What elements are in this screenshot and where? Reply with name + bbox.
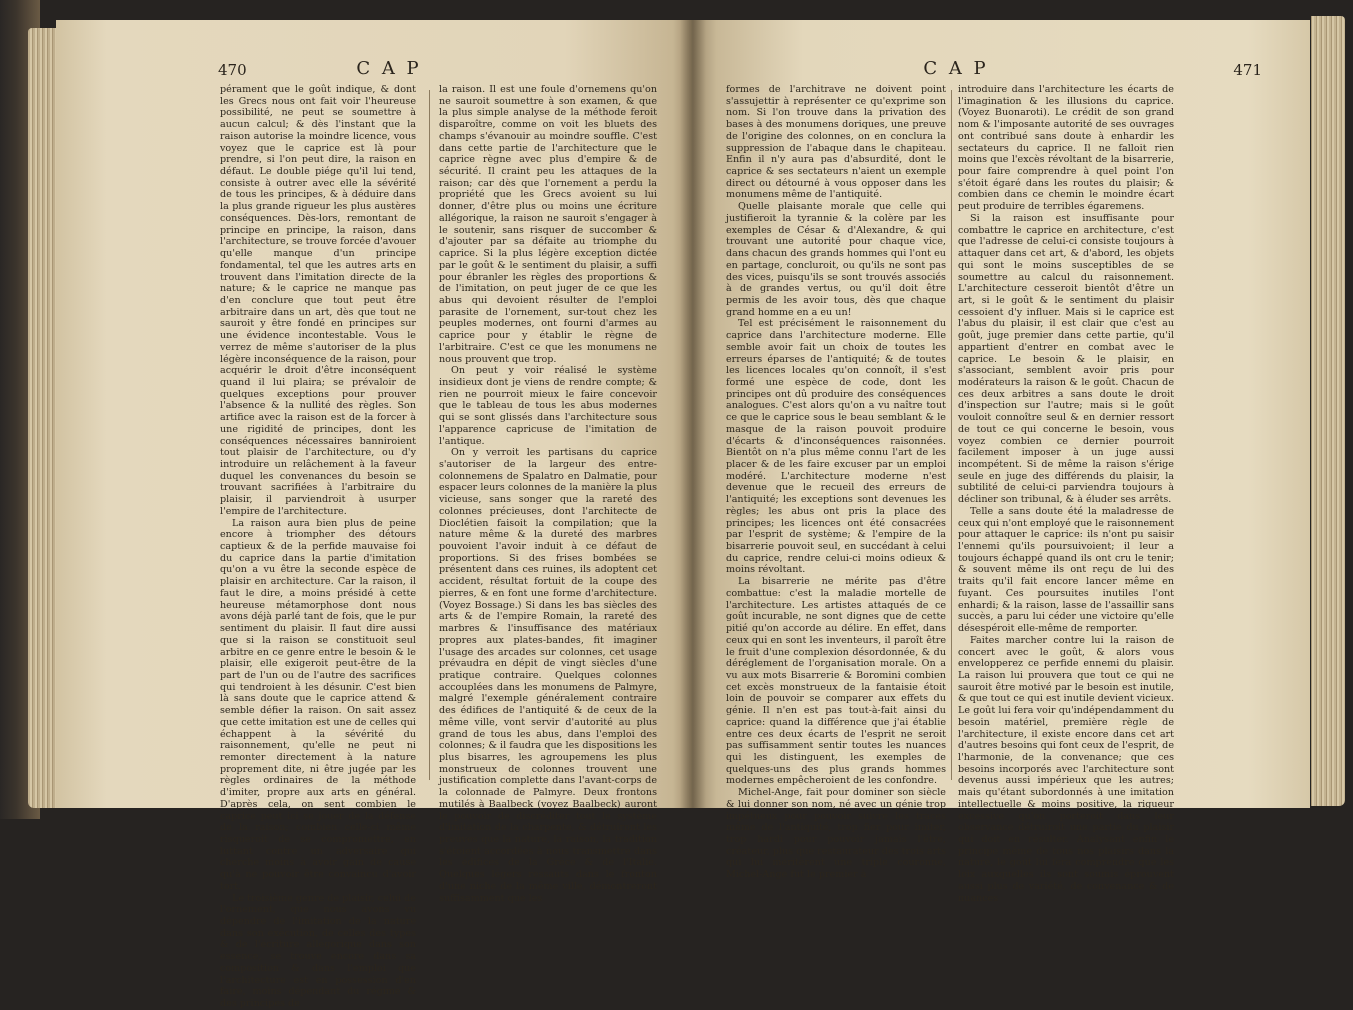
book-gutter	[680, 20, 706, 808]
paragraph: La raison aura bien plus de peine encore à triompher des détours captieux & de la perfide mauvaise foi du caprice dans la partie d'imitation qu'on a vu être la seconde espèce de plaisir en architecture. Car la raison, il faut le dire, a moins présidé à cette heureuse métamorphose dont nous avons déjà parlé tant de fois, que le pur sentiment du plaisir. Il faut dire aussi que si la raison se constituoit seul arbitre en ce genre entre le besoin & le plaisir, elle exigeroit peut-être de la part de l'un ou de l'autre des sacrifices qui tendroient à les désunir. C'est bien là sans doute que le caprice attend & semble défier la raison. On sait assez que cette imitation est une de celles qui échappent à la sévérité du raisonnement, qu'elle ne peut ni remonter directement à la nature proprement dite, ni être jugée par les règles ordinaires de la méthode d'imiter, propre aux arts en général. D'après cela, on sent combien le caprice peut ici se jouer de la défense de la raison; combien celle-ci même risqueroit de se compromettre, en luttant contre un adversaire qui cherche moins à avoir gain de cause qu'à ne pouvoir être convaincu d'avoir tort.	[220, 517, 416, 892]
right-head-word: C A P	[923, 58, 989, 79]
paragraph: Tel est précisément le raisonnement du caprice dans l'architecture moderne. Elle semble avoir fait un choix de toutes les erreurs éparses de l'antiquité; & de toutes les licences locales qu'on connoît, il s'est formé une espèce de code, dont les principes ont dû produire des conséquences analogues. C'est alors qu'on a vu naître tout ce que le caprice sous le beau semblant & le masque de la raison pouvoit produire d'écarts & d'inconséquences raisonnées. Bientôt on n'a plus même connu l'art de les placer & de les faire excuser par un emploi modéré. L'architecture moderne n'est devenue que le recueil des erreurs de l'antiquité; les exceptions sont devenues les règles; les abus ont pris la place des principes; les licences ont été consacrées par l'esprit de système; & l'empire de la bisarrerie pouvoit seul, en succédant à celui du caprice, rendre celui-ci moins odieux & moins révoltant.	[726, 318, 946, 576]
paragraph: Telle a sans doute été la maladresse de ceux qui n'ont employé que le raisonnement pour attaquer le caprice: ils n'ont pu saisir l'ennemi qu'ils poursuivoient; il leur a toujours échappé quand ils ont cru le tenir; & souvent même ils ont reçu de lui des traits qu'il fait encore lancer même en fuyant. Ces poursuites inutiles l'ont enhardi; & la raison, lasse de l'assaillir sans succès, a paru lui céder une victoire qu'elle désespéroit elle-même de remporter.	[958, 505, 1174, 635]
paragraph: Si la raison est insuffisante pour combattre le caprice en architecture, c'est que l'adresse de celui-ci consiste toujours à attaquer dans cet art, & d'abord, les objets qui sont le moins susceptibles de se soumettre au calcul du raisonnement. L'architecture cesseroit bientôt d'être un art, si le goût & le sentiment du plaisir cessoient d'y influer. Mais si le caprice est l'abus du plaisir, il est clair que c'est au goût, juge premier dans cette partie, qu'il appartient d'entrer en combat avec le caprice. Le besoin & le plaisir, en s'associant, semblent avoir pris pour modérateurs la raison & le goût. Chacun de ces deux arbitres a sans doute le droit d'inspection sur l'autre; mais si le goût vouloit connoître seul & en dernier ressort de tout ce qui concerne le besoin, vous voyez combien ce dernier pourroit facilement imposer à un juge aussi incompétent. Si de même la raison s'érige seule en juge des différends du plaisir, la subtilité de celui-ci parviendra toujours à décliner son tribunal, & à éluder ses arrêts.	[958, 212, 1174, 506]
left-column-1	[220, 84, 416, 1010]
paragraph: pérament que le goût indique, & dont les Grecs nous ont fait voir l'heureuse possibilité, ne peut se soumettre à aucun calcul; & dès l'instant que la raison autorise la moindre licence, vous voyez que le caprice est là pour prendre, si l'on peut dire, la raison en défaut. Le double piége qu'il lui tend, consiste à outrer avec elle la sévérité de tous les principes, & à déduire dans la plus grande rigueur les plus austères conséquences. Dès-lors, remontant de principe en principe, la raison, dans l'architecture, se trouve forcée d'avouer qu'elle manque d'un principe fondamental, tel que les autres arts en trouvent dans l'imitation directe de la nature; & le caprice ne manque pas d'en conclure que tout peut être arbitraire dans un art, dès que tout ne sauroit y être fondé en principes sur une évidence incontestable. Vous le verrez de même s'autoriser de la plus légère inconséquence de la raison, pour acquérir le droit d'être inconséquent quand il lui plaira; se prévaloir de quelques exceptions pour prouver l'absence & la nullité des règles. Son artifice avec la raison est de la forcer à une rigidité de principes, dont les conséquences nécessaires banniroient tout plaisir de l'architecture, ou d'y introduire un relâchement à la faveur duquel les convenances du besoin se trouvant sacrifiées à l'arbitraire du plaisir, il parviendroit à usurper l'empire de l'architecture.	[220, 84, 416, 517]
paragraph: Quelle plaisante morale que celle qui justifieroit la tyrannie & la colère par les exemples de César & d'Alexandre, & qui trouvant une autorité pour chaque vice, dans chacun des grands hommes qui l'ont eu en partage, concluroit, ou qu'ils ne sont pas des vices, puisqu'ils se sont trouvés associés à de grandes vertus, ou qu'il doit être permis de les avoir tous, dès que chaque grand homme en a eu un!	[726, 201, 946, 318]
left-head-word: C A P	[356, 58, 422, 79]
left-page	[56, 20, 692, 1010]
right-column-2	[958, 84, 1174, 904]
paragraph: formes de l'architrave ne doivent point s'assujettir à représenter ce qu'exprime son nom. Si l'on trouve dans la privation des bases à des monumens doriques, une preuve de l'origine des colonnes, on en conclura la suppression de l'abaque dans le chapiteau. Enfin il n'y aura pas d'absurdité, dont le caprice & ses sectateurs n'aient un exemple direct ou détourné à vous opposer dans les monumens même de l'antiquité.	[726, 84, 946, 201]
paragraph: la raison. Il est une foule d'ornemens qu'on ne sauroit soumettre à son examen, & que la plus simple analyse de la méthode feroit disparoître, comme on voit les bluets des champs s'évanouir au moindre souffle. C'est dans cette partie de l'architecture que le caprice règne avec plus d'empire & de sécurité. Il craint peu les attaques de la raison; car dès que l'ornement a perdu la propriété que les Grecs avoient su lui donner, d'être plus ou moins une écriture allégorique, la raison ne sauroit s'engager à le soutenir, sans risquer de succomber & d'ajouter par sa défaite au triomphe du caprice. Si la plus légère exception dictée par le goût & le sentiment du plaisir, a suffi pour ébranler les règles des proportions & de l'imitation, on peut juger de ce que les abus qui devoient résulter de l'emploi parasite de l'ornement, sur-tout chez les peuples modernes, ont fourni d'armes au caprice pour y établir le règne de l'arbitraire. C'est ce que les monumens ne nous prouvent que trop.	[439, 84, 657, 365]
paragraph: On peut y voir réalisé le système insidieux dont je viens de rendre compte; & rien ne pourroit mieux le faire concevoir que le tableau de tous les abus modernes qui se sont glissés dans l'architecture sous l'apparence capricuse de l'imitation de l'antique.	[439, 365, 657, 447]
paragraph: On y verroit les partisans du caprice s'autoriser de la largeur des entre-colonnemens de Spalatro en Dalmatie, pour espacer leurs colonnes de la manière la plus vicieuse, sans songer que la rareté des colonnes précieuses, dont l'architecte de Dioclétien faisoit la compilation; que la nature même & la dureté des marbres pouvoient l'avoir induit à ce défaut de proportions. Si des frises bombées se présentent dans ces ruines, ils adoptent cet accident, résultat fortuit de la coupe des pierres, & en font une forme d'architecture. (Voyez Bossage.) Si dans les bas siècles des arts & de l'empire Romain, la rareté des marbres & l'insuffisance des matériaux propres aux plates-bandes, fit imaginer l'usage des arcades sur colonnes, cet usage prévaudra en dépit de vingt siècles d'une pratique contraire. Quelques colonnes accouplées dans les monumens de Palmyre, malgré l'exemple généralement contraire des édifices de l'antiquité & de ceux de la même ville, vont servir d'autorité au plus grand de tous les abus, dans l'emploi des colonnes; & il faudra que les dispositions les plus bisarres, les agroupemens les plus monstrueux de colonnes trouvent une justification complette dans l'avant-corps de la colonnade de Palmyre. Deux frontons mutilés à Baalbeck (voyez Baalbeck) auront le pouvoir de discréditer tout le système d'imitation de la charpente, & détruiront les preuves que la nature, la raison, la tradition s'étoient accordées à nous transmettre dans les édifices de la Grèce & de l'Italie. Quelques légers ressauts dans le fronton d'une niche de la même ville, démontreront suffisamment que les	[439, 447, 657, 904]
left-running-head	[56, 58, 692, 84]
column-rule	[951, 90, 952, 780]
right-page-edges	[1311, 16, 1345, 806]
left-page-number: 470	[218, 61, 247, 79]
left-column-2	[439, 84, 657, 904]
paragraph: La bisarrerie ne mérite pas d'être combattue: c'est la maladie mortelle de l'architecture. Les artistes attaqués de ce goût incurable, ne sont dignes que de cette pitié qu'on accorde au délire. En effet, dans ceux qui en sont les inventeurs, il paroît être le fruit d'une complexion désordonnée, & du déréglement de l'organisation morale. On a vu aux mots Bisarrerie & Boromini combien cet excès monstrueux de la fantaisie étoit loin de pouvoir se comparer aux effets du génie. Il n'en est pas tout-à-fait ainsi du caprice: quand la différence que j'ai établie entre ces deux écarts de l'esprit ne seroit pas suffisamment sentir toutes les nuances qui les distinguent, les exemples de quelques-uns des plus grands hommes modernes empêcheroient de les confondre.	[726, 576, 946, 787]
paragraph: Michel-Ange, fait pour dominer son siècle & lui donner son nom, né avec un génie trop impétueux pour pouvoir suivre les traces même de l'antiquité, trop fier pour imiter, trop hardi pour pouvoir jamais l'être, créateur, plus que restaurateur des trois arts qui lui méritèrent une triple couronne, Michel-Ange fut le premier à	[726, 787, 946, 881]
right-page-number: 471	[1233, 61, 1262, 79]
right-page	[692, 20, 1310, 904]
column-rule	[429, 90, 430, 780]
right-column-1	[726, 84, 946, 881]
paragraph: introduire dans l'architecture les écarts de l'imagination & les illusions du caprice. (Voyez Buonaroti). Le crédit de son grand nom & l'imposante autorité de ses ouvrages ont contribué sans doute à enhardir les sectateurs du caprice. Il ne falloit rien moins que l'excès révoltant de la bisarrerie, pour faire comprendre à quel point l'on s'étoit égaré dans les routes du plaisir; & combien dans ce chemin le moindre écart peut produire de terribles égaremens.	[958, 84, 1174, 213]
right-running-head	[692, 58, 1310, 84]
paragraph: Faites marcher contre lui la raison de concert avec le goût, & alors vous envelopperez ce perfide ennemi du plaisir. La raison lui prouvera que tout ce qui ne sauroit être motivé par le besoin est inutile, & que tout ce qui est inutile devient vicieux. Le goût lui fera voir qu'indépendamment du besoin matériel, première règle de l'architecture, il existe encore dans cet art d'autres besoins qui font ceux de l'esprit, de l'harmonie, de la convenance; que ces besoins incorporés avec l'architecture sont devenus aussi impérieux que les autres; mais qu'étant subordonnés à une imitation intellectuelle & moins positive, la rigueur excessive qu'on porteroit dans leur observance détruiroit une partie du plaisir qui doit en résulter. Analysant enfin le principe même de tous nos plaisirs dans la nature, le goût lui fera comprendre que les loix auxquelles ils sont soumis éprouvent aussi plus de variété, de convenance & de nuances	[958, 634, 1174, 904]
paragraph: Le troisième genre de plaisir, celui de l'ornement, que nous avons vu dépendre de l'imitation de la nature dans son exécution, de celles des types & de l'écriture allégorique dans son essence, se trouve encore dans sa composition & dans l'emploi que l'architecture est en possession d'en faire, moins dépendant du régime & des principes de	[220, 892, 416, 1010]
